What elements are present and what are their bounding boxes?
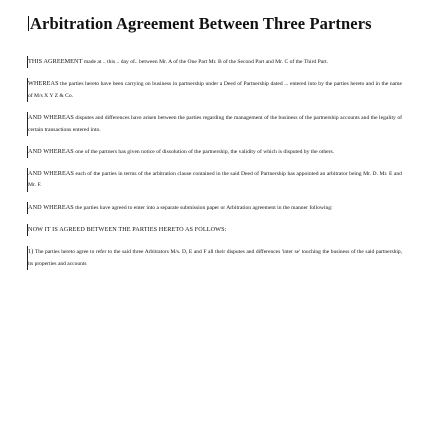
agreement-preamble-paragraph: THIS AGREEMENT made at .. this .. day of.. between Mr. A of the One Part Mr. B of the Second Part and Mr. C of the Third Part.	[27, 56, 402, 68]
whereas-dissolution-paragraph: AND WHEREAS one of the partners has given notice of dissolution of the partnership, the validity of which is disputed by the others.	[27, 146, 402, 158]
document-title: Arbitration Agreement Between Three Partners	[30, 14, 372, 33]
clause-1-paragraph: 1) The parties hereto agree to refer to the said three Arbitrators M/s. D, E and F all their disputes and differences 'inter se' touching the business of the said partnership, its properties and accounts	[27, 246, 402, 270]
agreed-heading-paragraph: NOW IT IS AGREED BETWEEN THE PARTIES HERETO AS FOLLOWS:	[27, 224, 402, 236]
text-cursor	[28, 16, 29, 31]
whereas-partnership-paragraph: WHEREAS the parties hereto have been carrying on business in partnership under a Deed of Partnership dated ... entered into by the parties hereto and in the name of M/s X Y Z & Co.	[27, 78, 402, 102]
whereas-disputes-paragraph: AND WHEREAS disputes and differences have arisen between the parties regarding the management of the business of the partnership accounts and the legality of certain transactions entered into.	[27, 112, 402, 136]
whereas-submission-paragraph: AND WHEREAS the parties have agreed to enter into a separate submission paper or Arbitration agreement in the manner following:	[27, 202, 402, 214]
whereas-arbitrators-paragraph: AND WHEREAS each of the parties in terms of the arbitration clause contained in the said Deed of Partnership has appointed an arbitrator being Mr. D. Mr. E and Mr. F.	[27, 168, 402, 191]
